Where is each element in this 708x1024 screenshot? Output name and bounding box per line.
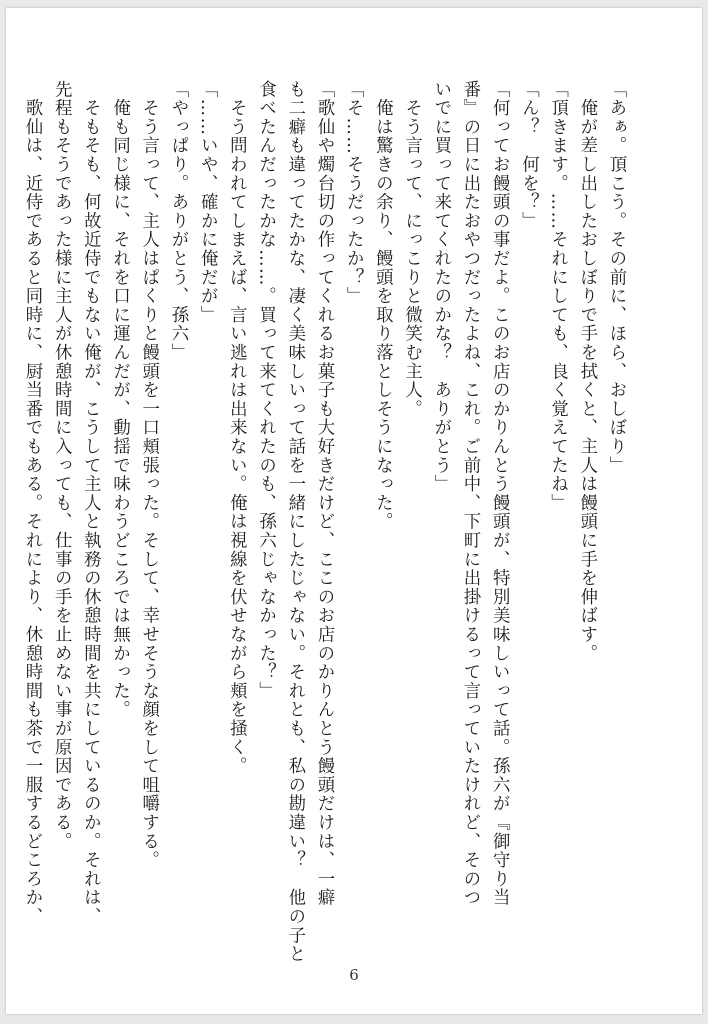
- book-page: [6, 8, 702, 1014]
- text-line: そもそも、何故近侍でもない俺が、こうして主人と執務の休憩時間を共にしているのか。それは、: [80, 80, 101, 926]
- text-line: 食べたんだったかな……。買って来てくれたのも、孫六じゃなかった？」: [255, 80, 276, 701]
- text-line: そう言って、主人はぱくりと饅頭を一口頬張った。そして、幸せそうな顔をして咀嚼する。: [138, 80, 159, 870]
- text-line: 「そ……そうだったか？」: [343, 80, 364, 306]
- text-line: 俺が差し出したおしぼりで手を拭くと、主人は饅頭に手を伸ばす。: [576, 80, 597, 663]
- text-line: 俺も同じ様に、それを口に運んだが、動揺で味わうどころでは無かった。: [109, 80, 130, 720]
- text-line: いでに買って来てくれたのかな？ ありがとう」: [430, 80, 451, 494]
- text-line: 「頂きます。……それにしても、良く覚えてたね」: [547, 80, 568, 513]
- text-line: 「……いや、確かに俺だが」: [197, 80, 218, 325]
- text-line: 「やっぱり。ありがとう、孫六」: [167, 80, 188, 362]
- page-number: 6: [349, 966, 359, 984]
- text-line: そう問われてしまえば、言い逃れは出来ない。俺は視線を伏せながら頬を掻く。: [226, 80, 247, 776]
- text-line: 「ん？ 何を？」: [518, 80, 539, 231]
- text-line: 歌仙は、近侍であると同時に、厨当番でもある。それにより、休憩時間も茶で一服するどころか、: [21, 80, 42, 926]
- text-line: そう言って、にっこりと微笑む主人。: [401, 80, 422, 419]
- text-line: 「あぁ。頂こう。その前に、ほら、おしぼり」: [606, 80, 626, 475]
- text-line: 先程もそうであった様に主人が休憩時間に入っても、仕事の手を止めない事が原因である。: [51, 80, 72, 851]
- text-line: 番』の日に出たおやつだったよね、これ。ご前中、下町に出掛けるって言っていたけれど、そのつ: [459, 80, 480, 908]
- text-line: 「歌仙や燭台切の作ってくれるお菓子も大好きだけど、ここのお店のかりんとう饅頭だけは、一癖: [313, 80, 334, 908]
- text-line: 俺は驚きの余り、饅頭を取り落としそうになった。: [372, 80, 393, 532]
- text-line: 「何ってお饅頭の事だよ。このお店のかりんとう饅頭が、特別美味しいって話。孫六が『御守り当: [489, 80, 510, 908]
- text-line: も二癖も違ってたかな、凄く美味しいって話を一緒にしたじゃない。それとも、私の勘違い？ 他の子と: [284, 80, 305, 964]
- vertical-text-body: [17, 80, 630, 964]
